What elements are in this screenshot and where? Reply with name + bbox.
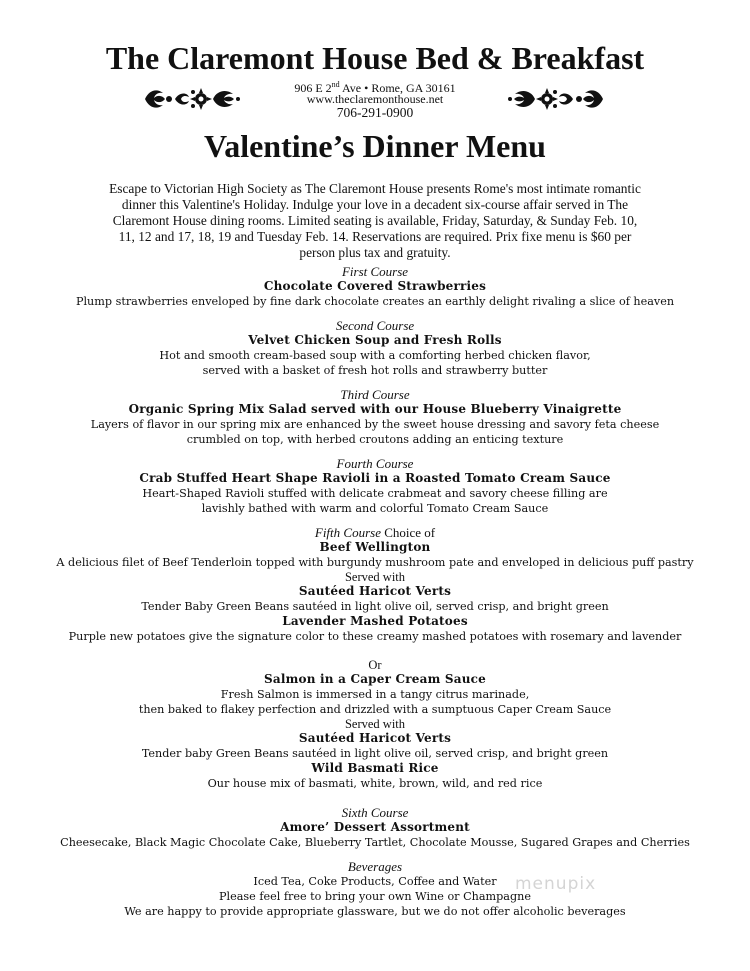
course-list — [0, 264, 750, 919]
dish-description: Hot and smooth cream-based soup with a comforting herbed chicken flavor, — [159, 349, 591, 362]
dish-description: served with a basket of fresh hot rolls and strawberry butter — [202, 364, 548, 377]
website[interactable]: www.theclaremonthouse.net — [306, 92, 444, 106]
dish-name: Chocolate Covered Strawberries — [263, 279, 487, 293]
phone-number: 706-291-0900 — [336, 105, 414, 120]
dish-description: lavishly bathed with warm and colorful Tomato Cream Sauce — [201, 502, 549, 515]
dish-description: Fresh Salmon is immersed in a tangy citrus marinade, — [220, 688, 530, 701]
intro-line: Claremont House dining rooms. Limited seating is available, Friday, Saturday, & Sunday Feb. 10, — [112, 213, 638, 228]
business-name: The Claremont House Bed & Breakfast — [105, 40, 645, 76]
dish-name: Velvet Chicken Soup and Fresh Rolls — [248, 333, 502, 347]
side-dish-description: Our house mix of basmati, white, brown, wild, and red rice — [207, 777, 543, 790]
right-flourish-ornament-icon — [507, 84, 605, 114]
intro-line: person plus tax and gratuity. — [299, 245, 451, 260]
dish-name: Organic Spring Mix Salad served with our House Blueberry Vinaigrette — [128, 402, 622, 416]
course-label: Fourth Course — [336, 456, 414, 471]
dish-description: then baked to flakey perfection and drizzled with a sumptuous Caper Cream Sauce — [138, 703, 612, 716]
intro-line: dinner this Valentine's Holiday. Indulge your love in a decadent six-course affair served in The — [121, 197, 629, 212]
dish-description: crumbled on top, with herbed croutons adding an enticing texture — [186, 433, 564, 446]
course-label: Third Course — [340, 387, 410, 402]
intro-line: Escape to Victorian High Society as The Claremont House presents Rome's most intimate romantic — [109, 181, 641, 196]
dish-name: Salmon in a Caper Cream Sauce — [264, 672, 486, 686]
side-dish-description: Tender Baby Green Beans sautéed in light olive oil, served crisp, and bright green — [141, 600, 609, 613]
dish-name: Beef Wellington — [319, 540, 431, 554]
side-dish-description: Tender baby Green Beans sautéed in light olive oil, served crisp, and bright green — [141, 747, 609, 760]
course-label: Second Course — [335, 318, 415, 333]
beverage-line: Please feel free to bring your own Wine or Champagne — [219, 890, 531, 903]
course-label: Fifth Course Choice of — [314, 525, 436, 540]
menu-title: Valentine’s Dinner Menu — [204, 128, 546, 164]
or-label: Or — [368, 658, 382, 672]
intro-line: 11, 12 and 17, 18, 19 and Tuesday Feb. 14. Reservations are required. Prix fixe menu is $60 per — [118, 229, 632, 244]
served-with-label: Served with — [344, 570, 406, 584]
side-dish-name: Wild Basmati Rice — [311, 761, 439, 775]
address: 906 E 2nd Ave • Rome, GA 30161 — [294, 80, 456, 95]
intro-paragraph — [78, 181, 672, 261]
dish-description: Cheesecake, Black Magic Chocolate Cake, Blueberry Tartlet, Chocolate Mousse, Sugared Grapes and Cherries — [60, 836, 690, 849]
dish-description: Plump strawberries enveloped by fine dark chocolate creates an earthly delight rivaling a slice of heaven — [75, 295, 675, 308]
beverage-line: Iced Tea, Coke Products, Coffee and Water — [253, 875, 497, 888]
beverage-line: We are happy to provide appropriate glassware, but we do not offer alcoholic beverages — [124, 905, 626, 918]
side-dish-description: Purple new potatoes give the signature color to these creamy mashed potatoes with rosemary and lavender — [68, 630, 682, 643]
dish-name: Amore’ Dessert Assortment — [280, 820, 470, 834]
served-with-label: Served with — [344, 717, 406, 731]
dish-description: A delicious filet of Beef Tenderloin topped with burgundy mushroom pate and enveloped in delicious puff pastry — [56, 556, 694, 569]
side-dish-name: Sautéed Haricot Verts — [298, 584, 452, 598]
dish-description: Layers of flavor in our spring mix are enhanced by the sweet house dressing and savory feta cheese — [90, 418, 660, 431]
course-label: Sixth Course — [341, 805, 409, 820]
menupix-watermark: menupix — [515, 874, 597, 894]
dish-description: Heart-Shaped Ravioli stuffed with delicate crabmeat and savory cheese filling are — [142, 487, 608, 500]
beverages-label: Beverages — [347, 859, 403, 874]
side-dish-name: Lavender Mashed Potatoes — [282, 614, 468, 628]
side-dish-name: Sautéed Haricot Verts — [298, 731, 452, 745]
course-label: First Course — [341, 264, 409, 279]
dish-name: Crab Stuffed Heart Shape Ravioli in a Roasted Tomato Cream Sauce — [139, 471, 611, 485]
